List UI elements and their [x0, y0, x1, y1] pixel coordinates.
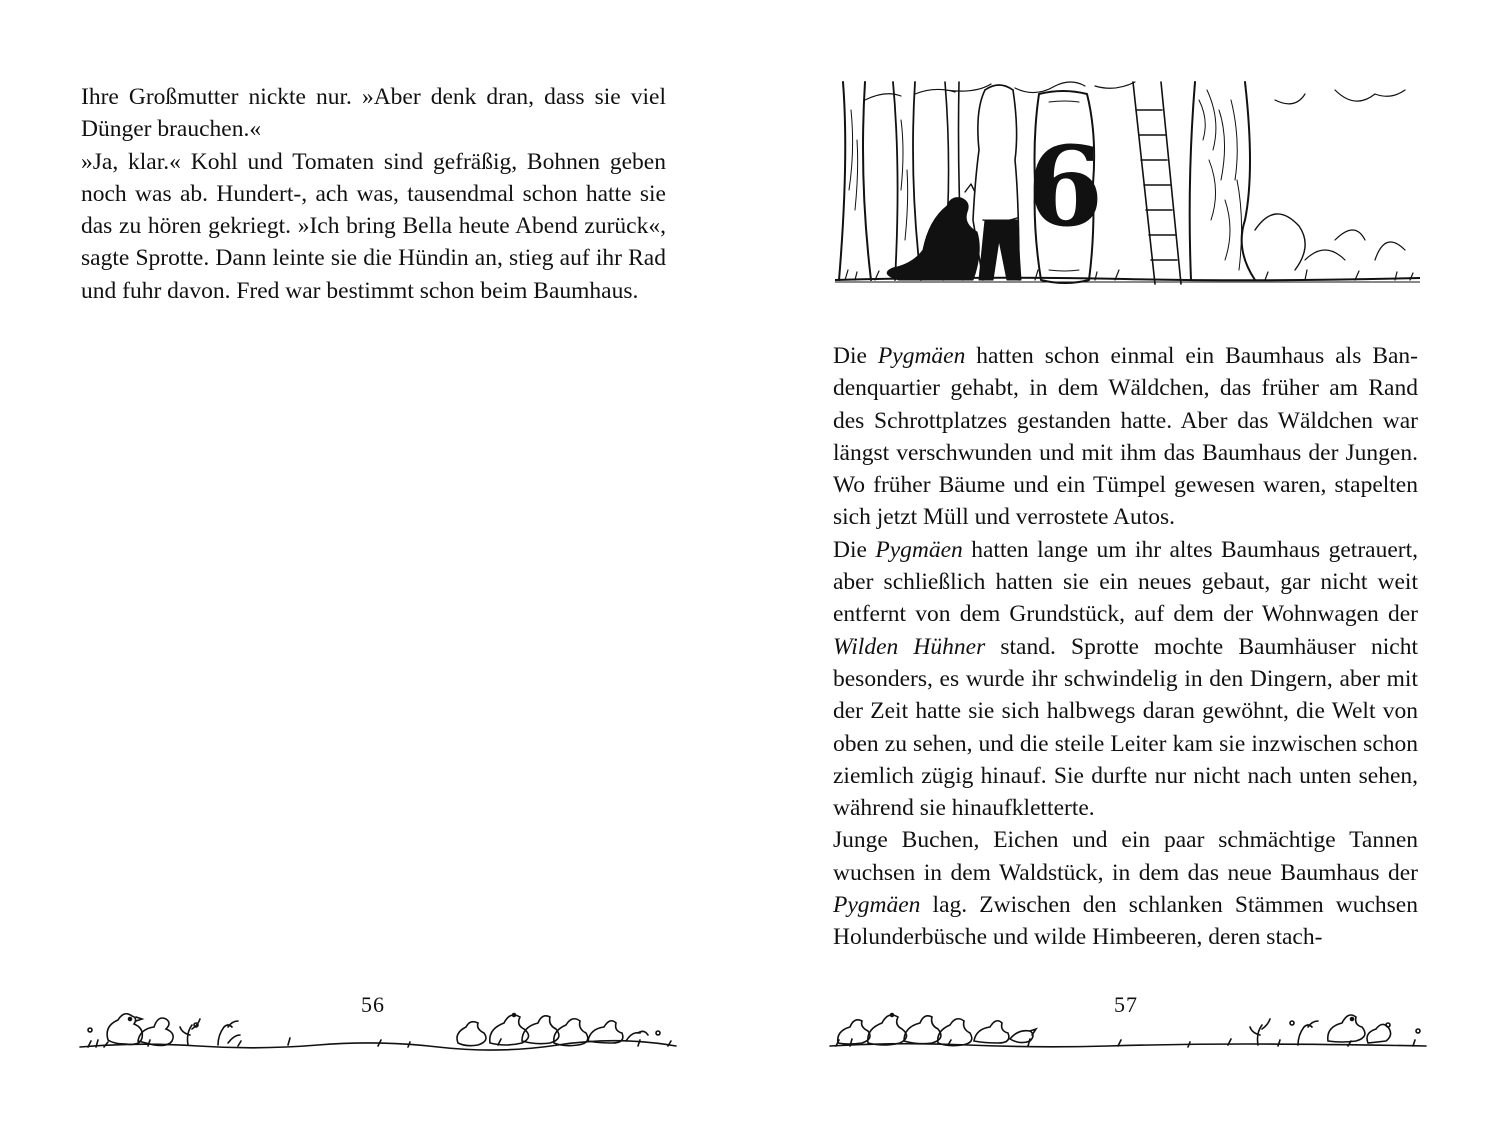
paragraph: Ihre Großmutter nickte nur. »Aber denk dran, dass sie viel Dünger brauchen.«	[81, 84, 666, 143]
italic-name: Wilden Hühner	[833, 633, 986, 660]
chapter-number: 6	[1026, 122, 1104, 251]
paragraph: Die Pygmäen hatten schon einmal ein Baumhaus als Bandenquartier gehabt, in dem Wäldchen, das früher am Rand des Schrottplatzes gestanden hatte. Aber das Wäldchen war längst verschwunden und mit ihm das Baumhaus der Jungen. Wo früher Bäume und ein Tümpel gewesen waren, stapelten sich jetzt Müll und verrostete Autos.	[833, 343, 1418, 531]
paragraph: »Ja, klar.« Kohl und Tomaten sind gefräßig, Bohnen geben noch was ab. Hundert-, ach was, tausendmal schon hatte sie das zu hören gekriegt. »Ich bring Bella heute Abend zurück«, sagte Sprotte. Dann leinte sie die Hündin an, stieg auf ihr Rad und fuhr davon. Fred war bestimmt schon beim Baumhaus.	[81, 148, 666, 304]
left-page-text	[81, 81, 666, 307]
italic-name: Pygmäen	[875, 536, 963, 563]
page-number: 57	[1114, 992, 1138, 1017]
italic-name: Pygmäen	[877, 343, 966, 369]
italic-name: Pygmäen	[833, 892, 921, 919]
paragraph: Die Pygmäen hatten lange um ihr altes Baumhaus getrauert, aber schließlich hatten sie ein neues gebaut, gar nicht weit entfernt von dem Grundstück, auf dem der Wohnwagen der Wilden Hühner stand. Sprotte mochte Baumhäuser nicht besonders, es wurde ihr schwindelig in den Dingern, aber mit der Zeit hatte sie sich halbwegs daran gewöhnt, die Welt von oben zu sehen, und die steile Leiter kam sie inzwischen schon ziemlich zügig hinauf. Sie durfte nur nicht nach unten sehen, während sie hinaufkletterte.	[833, 536, 1418, 822]
forest-illustration-with-dog-girl-ladder	[835, 80, 1420, 285]
right-page-text	[833, 340, 1418, 954]
page-number: 56	[361, 992, 385, 1017]
paragraph: Junge Buchen, Eichen und ein paar schmächtige Tannen wuchsen in dem Waldstück, in dem das neue Baumhaus der Pygmäen lag. Zwischen den schlanken Stämmen wuchsen Holunderbüsche und wilde Himbeeren, deren stach-	[833, 827, 1418, 951]
right-page	[750, 0, 1500, 1140]
